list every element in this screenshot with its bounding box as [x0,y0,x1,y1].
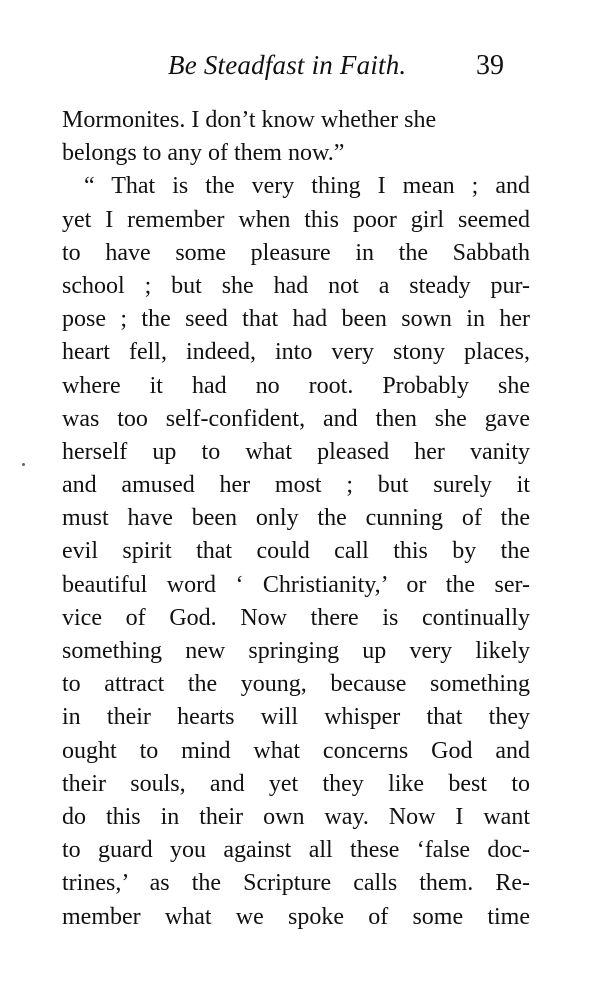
text-line: do this in their own way. Now I want [62,803,530,830]
text-line: herself up to what pleased her vanity [62,438,530,465]
text-line: was too self-confident, and then she gave [62,405,530,432]
text-line: where it had no root. Probably she [62,372,530,399]
margin-speck [22,463,25,466]
text-line: their souls, and yet they like best to [62,770,530,797]
text-line: ought to mind what concerns God and [62,737,530,764]
text-line: must have been only the cunning of the [62,505,530,532]
text-line: evil spirit that could call this by the [62,538,530,565]
text-line: and amused her most ; but surely it [62,472,530,499]
text-line: something new springing up very likely [62,638,530,664]
text-line: to attract the young, because something [62,671,530,698]
text-line: pose ; the seed that had been sown in her [62,306,530,333]
text-line: Mormonites. I don’t know whether she [62,107,437,133]
text-line: to guard you against all these ‘false doc- [62,837,530,864]
body-text [62,104,530,934]
text-line: vice of God. Now there is continually [62,604,530,631]
text-line: beautiful word ‘ Christianity,’ or the ser- [62,571,530,598]
text-line: to have some pleasure in the Sabbath [62,239,530,266]
text-line: “ That is the very thing I mean ; and [84,173,530,200]
text-line: trines,’ as the Scripture calls them. Re- [62,870,530,897]
running-title: Be Steadfast in Faith. [168,50,407,80]
text-line: school ; but she had not a steady pur- [62,272,530,299]
text-line: member what we spoke of some time [62,903,530,930]
running-header [0,50,616,84]
text-line: belongs to any of them now.” [62,140,345,167]
text-line: in their hearts will whisper that they [62,704,530,731]
page-number: 39 [476,50,504,81]
text-line: yet I remember when this poor girl seemed [62,206,530,233]
text-line: heart fell, indeed, into very stony places, [62,339,530,366]
